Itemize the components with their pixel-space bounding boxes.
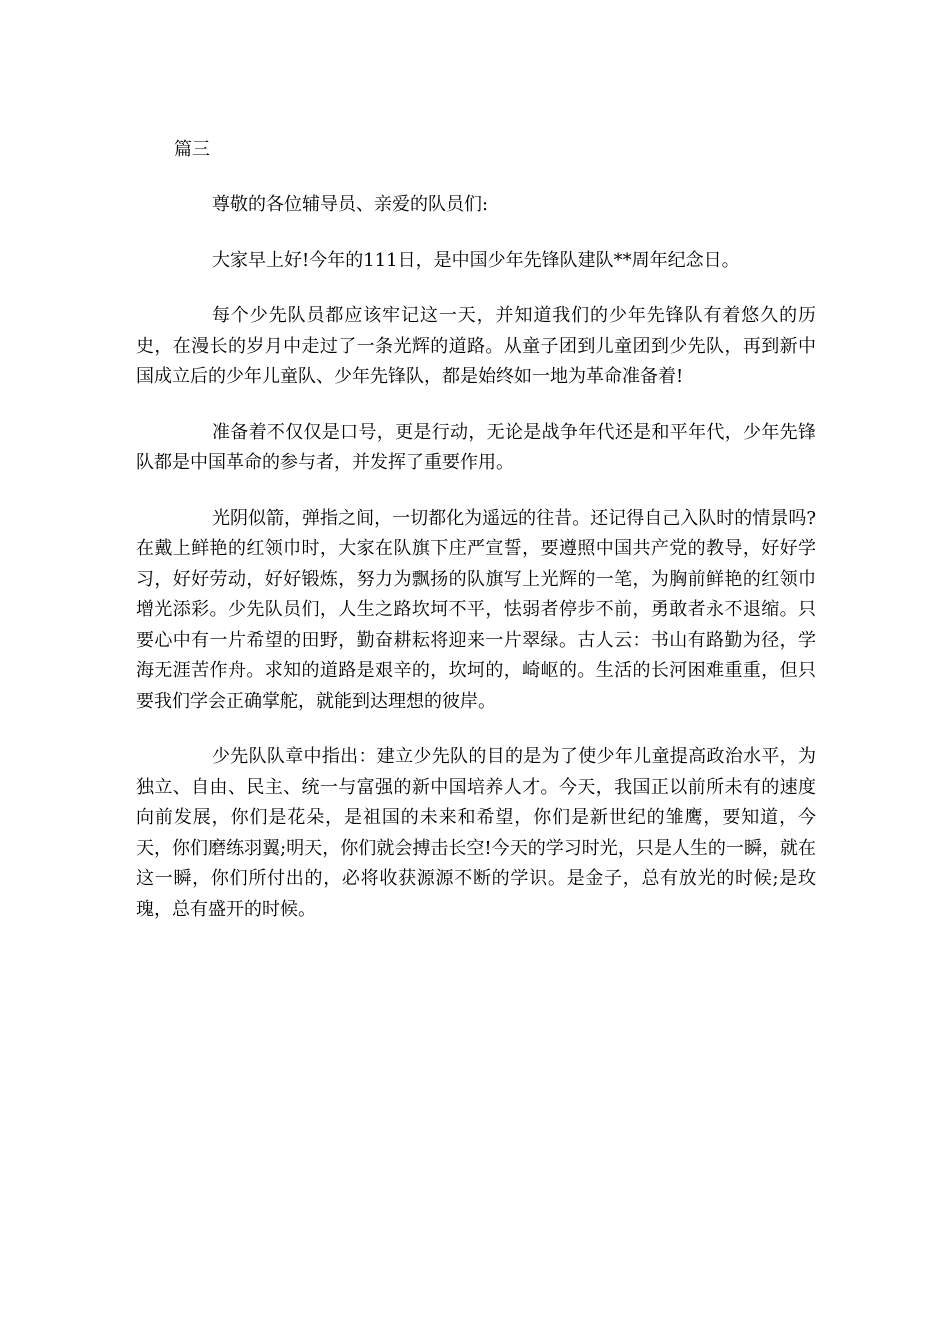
document-body (136, 190, 816, 950)
paragraph-charter: 少先队队章中指出：建立少先队的目的是为了使少年儿童提高政治水平，为独立、自由、民主、统一与富强的新中国培养人才。今天，我国正以前所未有的速度向前发展，你们是花朵，是祖国的未来和希望，你们是新世纪的雏鹰，要知道，今天，你们磨练羽翼;明天，你们就会搏击长空!今天的学习时光，只是人生的一瞬，就在这一瞬，你们所付出的，必将收获源源不断的学识。是金子，总有放光的时候;是玫瑰，总有盛开的时候。 (136, 746, 816, 920)
section-heading: 篇三 (174, 139, 210, 160)
paragraph-memories: 光阴似箭，弹指之间，一切都化为遥远的往昔。还记得自己入队时的情景吗?在戴上鲜艳的红领巾时，大家在队旗下庄严宣誓，要遵照中国共产党的教导，好好学习，好好劳动，好好锻炼，努力为飘扬的队旗写上光辉的一笔，为胸前鲜艳的红领巾增光添彩。少先队员们，人生之路坎坷不平，怯弱者停步不前，勇敢者永不退缩。只要心中有一片希望的田野，勤奋耕耘将迎来一片翠绿。古人云：书山有路勤为径，学海无涯苦作舟。求知的道路是艰辛的，坎坷的，崎岖的。生活的长河困难重重，但只要我们学会正确掌舵，就能到达理想的彼岸。 (136, 507, 816, 712)
paragraph-greeting: 尊敬的各位辅导员、亲爱的队员们: (212, 194, 489, 215)
paragraph-history: 每个少先队员都应该牢记这一天，并知道我们的少年先锋队有着悠久的历史，在漫长的岁月中走过了一条光辉的道路。从童子团到儿童团到少先队，再到新中国成立后的少年儿童队、少年先锋队，都是始终如一地为革命准备着! (136, 305, 816, 387)
paragraph-opening: 大家早上好!今年的111日，是中国少年先锋队建队**周年纪念日。 (212, 249, 740, 271)
paragraph-action: 准备着不仅仅是口号，更是行动，无论是战争年代还是和平年代，少年先锋队都是中国革命的参与者，并发挥了重要作用。 (136, 421, 816, 473)
